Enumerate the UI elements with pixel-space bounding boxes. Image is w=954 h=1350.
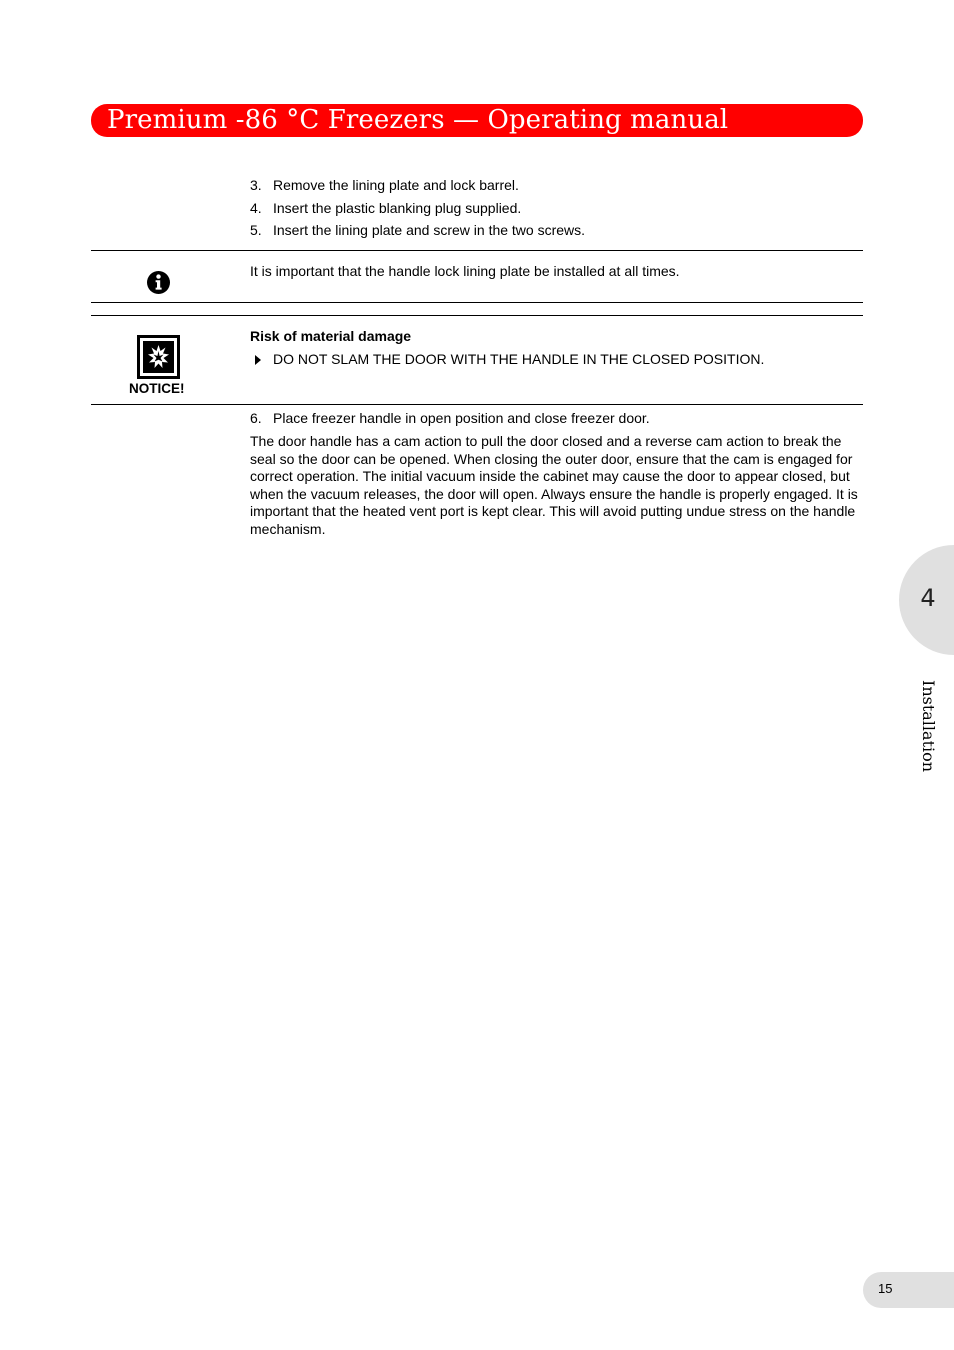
notice-item [250,351,862,369]
notice-item-text: DO NOT SLAM THE DOOR WITH THE HANDLE IN THE CLOSED POSITION. [273,351,765,367]
list-item [250,222,862,245]
divider [91,315,863,316]
step-number: 5. [250,222,262,238]
info-text: It is important that the handle lock lining plate be installed at all times. [250,263,680,279]
list-item [250,200,862,223]
step-text: Remove the lining plate and lock barrel. [273,177,519,193]
notice-label: NOTICE! [129,381,185,396]
body-paragraph: The door handle has a cam action to pull the door closed and a reverse cam action to break the seal so the door can be opened. When closing the outer door, ensure that the cam is engaged for correct operation. The initial vacuum inside the cabinet may cause the door to appear closed, but when the vacuum releases, the door will open. Always ensure the handle is properly engaged. It is important that the heated vent port is kept clear. This will avoid putting undue stress on the handle mechanism. [250,433,858,537]
steps-list [250,177,862,245]
notice-title: Risk of material damage [250,328,412,344]
page-number-tab [863,1272,954,1308]
page-title: Premium -86 °C Freezers — Operating manual [107,105,729,135]
divider [91,302,863,303]
divider [91,250,863,251]
step-number: 6. [250,410,262,426]
step-number: 4. [250,199,262,216]
info-icon [147,271,170,294]
list-item [250,177,862,200]
material-damage-icon [137,335,180,379]
header-bar [91,104,863,137]
chapter-number: 4 [920,584,936,612]
step-text: Insert the lining plate and screw in the two screws. [273,222,586,238]
list-item [250,410,862,428]
page-number: 15 [878,1281,893,1296]
triangle-right-icon [250,351,273,368]
step-text: Insert the plastic blanking plug supplied. [273,199,522,216]
step-number: 3. [250,177,262,193]
step-text: Place freezer handle in open position and close freezer door. [273,410,650,426]
divider [91,404,863,405]
chapter-name: Installation [919,680,938,773]
